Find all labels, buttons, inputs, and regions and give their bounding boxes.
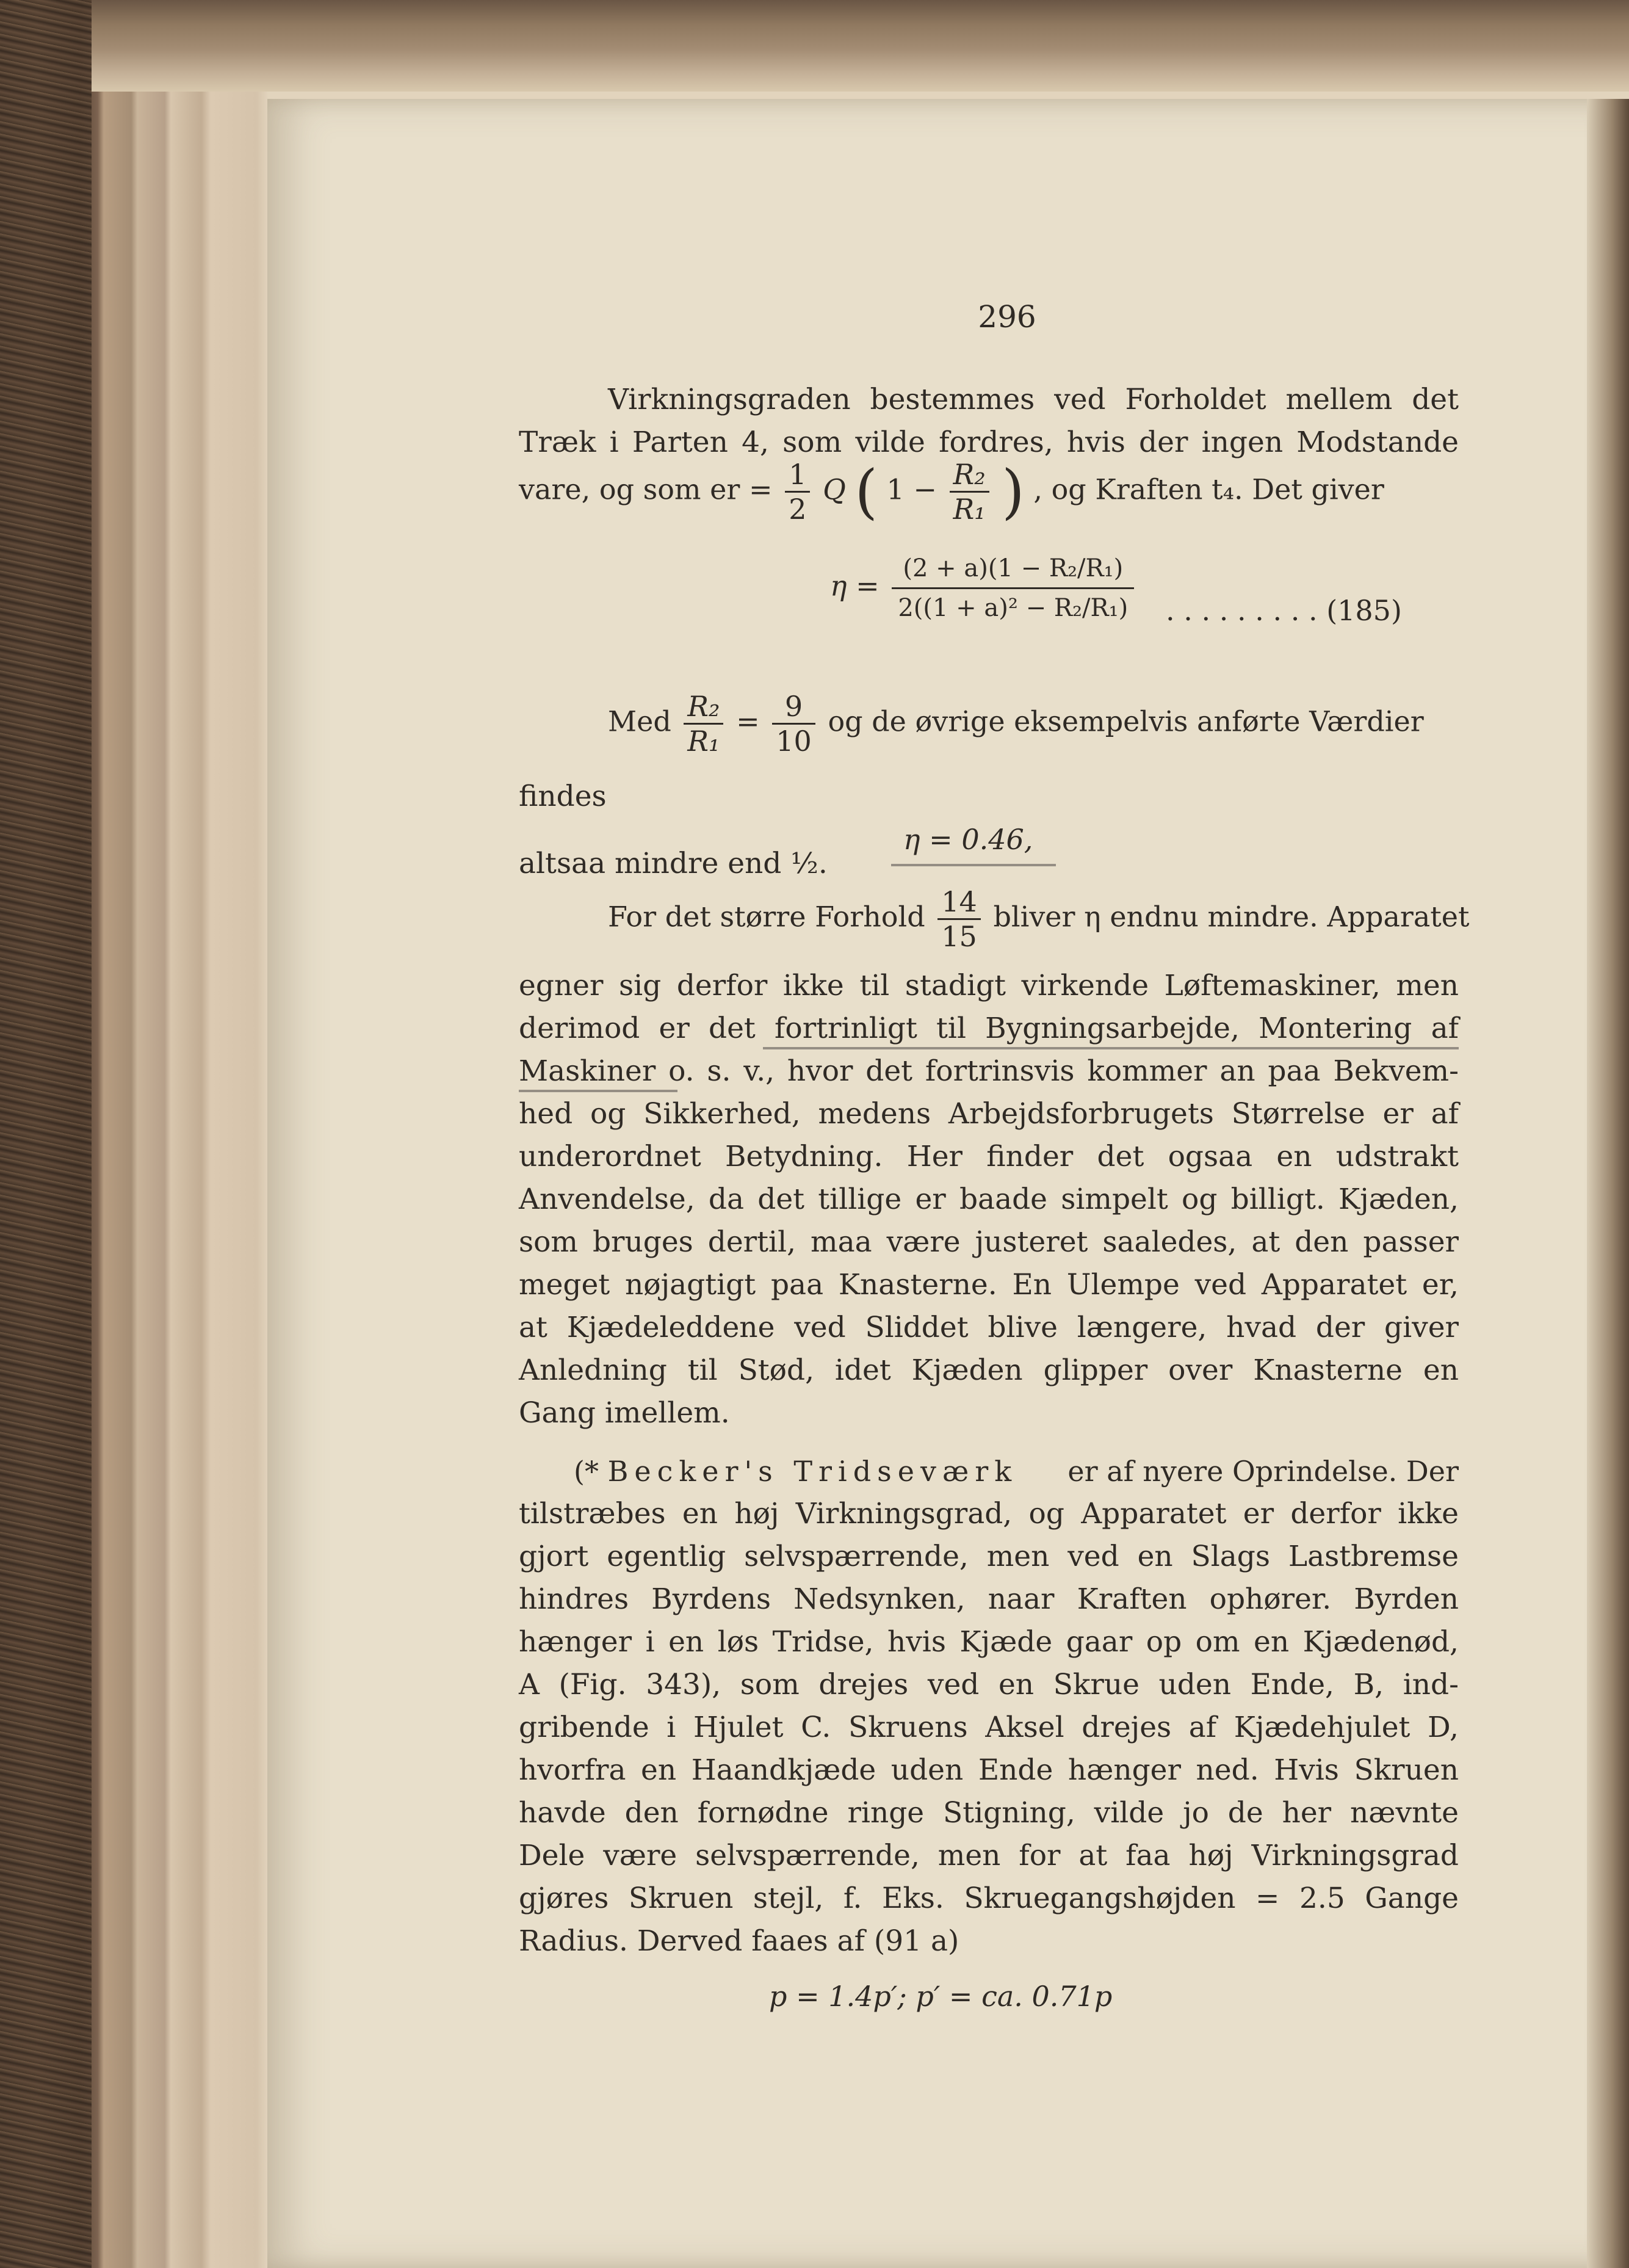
text-line: Træk i Parten 4, som vilde fordres, hvis der ingen Modstande xyxy=(519,426,1459,459)
page-gutter xyxy=(1587,99,1629,2268)
text-line: Maskiner o. s. v., hvor det fortrinsvis kommer an paa Bekvem- xyxy=(519,1054,1459,1088)
text-line: findes xyxy=(519,780,607,813)
text-line: hvorfra en Haandkjæde uden Ende hænger ned. Hvis Skruen xyxy=(519,1753,1459,1787)
fraction-numerator: (2 + a)(1 − R₂/R₁) xyxy=(892,549,1134,589)
text-line: at Kjædeleddene ved Sliddet blive længere, hvad der giver xyxy=(519,1311,1459,1344)
fraction-numerator: 1 xyxy=(785,458,810,493)
fraction xyxy=(892,549,1134,627)
text-line: Anvendelse, da det tillige er baade simpelt og billigt. Kjæden, xyxy=(519,1183,1459,1216)
text-line: underordnet Betydning. Her finder det ogsaa en udstrakt xyxy=(519,1140,1459,1173)
inline-formula-line xyxy=(608,690,1424,758)
text-fragment: Med xyxy=(608,705,671,738)
dot-leader: . . . . . . . . . xyxy=(1166,594,1318,627)
text-line: A (Fig. 343), som drejes ved en Skrue uden Ende, B, ind- xyxy=(519,1668,1459,1701)
fraction-numerator: 9 xyxy=(772,690,815,725)
inline-formula-line xyxy=(608,885,1470,953)
text-line: gjøres Skruen stejl, f. Eks. Skruegangshøjden = 2.5 Gange xyxy=(519,1882,1459,1915)
text-line: derimod er det fortrinligt til Bygningsarbejde, Montering af xyxy=(519,1012,1459,1045)
fraction xyxy=(684,690,723,758)
text-line: meget nøjagtigt paa Knasterne. En Ulempe ved Apparatet er, xyxy=(519,1268,1459,1302)
text-line: Radius. Derved faaes af (91 a) xyxy=(519,1924,959,1958)
text-line: Anledning til Stød, idet Kjæden glipper over Knasterne en xyxy=(519,1353,1459,1387)
equals-sign: = xyxy=(736,705,760,738)
page-number: 296 xyxy=(978,299,1036,335)
text-line: Gang imellem. xyxy=(519,1396,730,1430)
fraction-denominator: R₁ xyxy=(953,493,986,526)
fraction xyxy=(950,458,989,526)
pencil-mark: (* xyxy=(574,1455,599,1488)
text-line: havde den fornødne ringe Stigning, vilde jo de her nævnte xyxy=(519,1796,1459,1830)
pencil-underline xyxy=(519,1090,677,1092)
text-line: Virkningsgraden bestemmes ved Forholdet mellem det xyxy=(608,383,1459,416)
fraction-denominator: R₁ xyxy=(687,725,720,758)
text-fragment: , og Kraften t₄. Det giver xyxy=(1033,473,1384,506)
text-line: Dele være selvspærrende, men for at faa høj Virkningsgrad xyxy=(519,1839,1459,1872)
paren-open: ( xyxy=(854,457,878,526)
fraction xyxy=(772,690,815,758)
text-fragment: er af nyere Oprindelse. Der xyxy=(1067,1455,1459,1488)
text-line: hindres Byrdens Nedsynken, naar Kraften ophører. Byrden xyxy=(519,1582,1459,1616)
fraction xyxy=(937,885,981,953)
text-fragment: For det større Forhold xyxy=(608,900,925,933)
text-line: altsaa mindre end ½. xyxy=(519,847,828,880)
eta-symbol: η = xyxy=(830,569,880,603)
fraction-denominator: 15 xyxy=(941,920,977,953)
variable-q: Q xyxy=(823,473,846,506)
equation-185 xyxy=(830,549,1138,627)
inline-formula-line xyxy=(519,458,1384,526)
text-fragment: bliver η endnu mindre. Apparatet xyxy=(993,900,1470,933)
fraction-denominator: 10 xyxy=(776,725,812,758)
text-line xyxy=(574,1450,1459,1493)
text-fragment: 1 − xyxy=(886,473,937,506)
text-line: som bruges dertil, maa være justeret saaledes, at den passer xyxy=(519,1225,1459,1259)
fraction-numerator: 14 xyxy=(937,885,981,920)
text-line: hed og Sikkerhed, medens Arbejdsforbrugets Størrelse er af xyxy=(519,1097,1459,1131)
equation-label: (185) xyxy=(1326,594,1402,627)
text-fragment: vare, og som er = xyxy=(519,473,773,506)
fraction-denominator: 2((1 + a)² − R₂/R₁) xyxy=(898,594,1129,622)
author-name: Becker's Tridseværk xyxy=(607,1455,1018,1488)
fraction-numerator: R₂ xyxy=(684,690,723,725)
text-line: hænger i en løs Tridse, hvis Kjæde gaar op om en Kjædenød, xyxy=(519,1625,1459,1659)
text-line: gjort egentlig selvspærrende, men ved en Slags Lastbremse xyxy=(519,1540,1459,1573)
pencil-underline xyxy=(763,1047,1459,1049)
eta-result: η = 0.46, xyxy=(903,823,1033,856)
equation-number xyxy=(1166,589,1402,632)
fraction-denominator: 2 xyxy=(789,493,807,526)
text-line: gribende i Hjulet C. Skruens Aksel drejes af Kjædehjulet D, xyxy=(519,1711,1459,1744)
final-formula: p = 1.4p′; p′ = ca. 0.71p xyxy=(769,1980,1113,2013)
book-cover-edge xyxy=(0,0,92,2268)
fraction xyxy=(785,458,810,526)
text-line: tilstræbes en høj Virkningsgrad, og Apparatet er derfor ikke xyxy=(519,1497,1459,1531)
fraction-numerator: R₂ xyxy=(950,458,989,493)
paren-close: ) xyxy=(1002,457,1025,526)
text-line: egner sig derfor ikke til stadigt virkende Løftemaskiner, men xyxy=(519,969,1459,1002)
book-top-edge xyxy=(92,0,1629,92)
text-fragment: og de øvrige eksempelvis anførte Værdier xyxy=(828,705,1424,738)
